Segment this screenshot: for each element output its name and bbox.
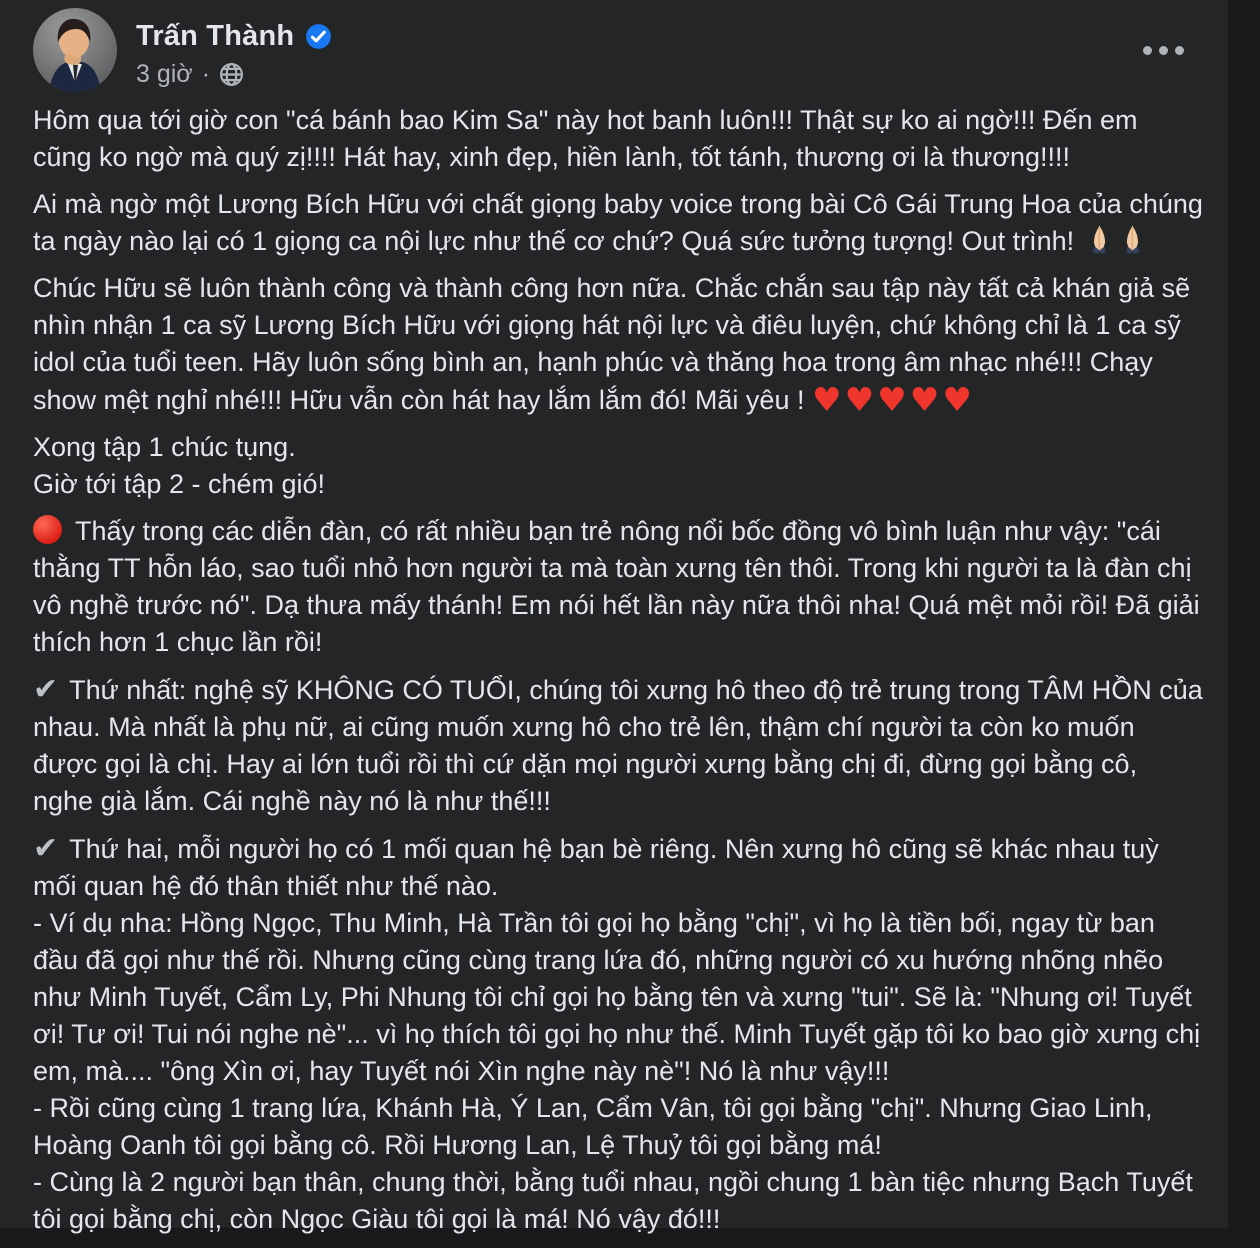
globe-icon	[219, 62, 244, 87]
ellipsis-dot	[1175, 46, 1184, 55]
ellipsis-dot	[1143, 46, 1152, 55]
red-circle-icon	[33, 515, 62, 544]
heart-icon: ♥	[877, 380, 910, 419]
ellipsis-dot	[1159, 46, 1168, 55]
post-options-button[interactable]	[1128, 30, 1198, 70]
heart-icon: ♥	[942, 380, 975, 419]
post-paragraph: Thấy trong các diễn đàn, có rất nhiều bạn trẻ nông nổi bốc đồng vô bình luận như vậy: "cái thằng TT hỗn láo, sao tuổi nhỏ hơn người ta mà toàn xưng tên thôi. Trong khi người ta là đàn chị vô nghề trước nó". Dạ thưa mấy thánh! Em nói hết lần này nữa thôi nha! Quá mệt mỏi rồi! Đã giải thích hơn 1 chục lần rồi!	[33, 516, 1200, 657]
praying-hands-icon	[1084, 224, 1115, 255]
post-paragraph: ✔ Thứ nhất: nghệ sỹ KHÔNG CÓ TUỔI, chúng tôi xưng hô theo độ trẻ trung trong TÂM HỒN của nhau. Mà nhất là phụ nữ, ai cũng muốn xưng hô cho trẻ lên, thậm chí người ta còn ko muốn được gọi là chị. Hay ai lớn tuổi rồi thì cứ dặn mọi người xưng bằng chị đi, đừng gọi bằng cô, nghe già lắm. Cái nghề này nó là như thế!!!	[33, 672, 1203, 816]
check-mark-icon: ✔	[33, 831, 59, 866]
post-timestamp[interactable]: 3 giờ	[136, 60, 193, 88]
verified-badge-icon	[305, 23, 332, 50]
author-name[interactable]: Trấn Thành	[136, 20, 295, 52]
post-paragraph: ✔ Thứ hai, mỗi người họ có 1 mối quan hệ bạn bè riêng. Nên xưng hô cũng sẽ khác nhau tuỳ mối quan hệ đó thân thiết như thế nào. - Ví dụ nha: Hồng Ngọc, Thu Minh, Hà Trần tôi gọi họ bằng "chị", vì họ là tiền bối, ngay từ ban đầu đã gọi như thế rồi. Nhưng cũng cùng trang lứa đó, những người có xu hướng nhõng nhẽo như Minh Tuyết, Cẩm Ly, Phi Nhung tôi chỉ gọi họ bằng tên và xưng "tui". Sẽ là: "Nhung ơi! Tuyết ơi! Tư ơi! Tui nói nghe nè"... vì họ thích tôi gọi họ như thế. Minh Tuyết gặp tôi ko bao giờ xưng chị em, mà.... "ông Xìn ơi, hay Tuyết nói Xìn nghe này nè"! Nó là như vậy!!! - Rồi cũng cùng 1 trang lứa, Khánh Hà, Ý Lan, Cẩm Vân, tôi gọi bằng "chị". Nhưng Giao Linh, Hoàng Oanh tôi gọi bằng cô. Rồi Hương Lan, Lệ Thuỷ tôi gọi bằng má! - Cùng là 2 người bạn thân, chung thời, bằng tuổi nhau, ngồi chung 1 bàn tiệc nhưng Bạch Tuyết tôi gọi bằng chị, còn Ngọc Giàu tôi gọi là má! Nó vậy đó!!!	[33, 831, 1201, 1234]
profile-photo	[33, 8, 117, 92]
avatar[interactable]	[33, 8, 117, 92]
post-text	[33, 102, 1203, 1248]
post-paragraph: Ai mà ngờ một Lương Bích Hữu với chất giọng baby voice trong bài Cô Gái Trung Hoa của chúng ta ngày nào lại có 1 giọng ca nội lực như thế cơ chứ? Quá sức tưởng tượng! Out trình!	[33, 189, 1203, 256]
praying-hands-icon	[1117, 224, 1148, 255]
heart-icon: ♥	[844, 380, 878, 419]
meta-separator: ·	[201, 60, 211, 88]
post-paragraph: Hôm qua tới giờ con "cá bánh bao Kim Sa" này hot banh luôn!!! Thật sự ko ai ngờ!!! Đến em cũng ko ngờ mà quý zị!!!! Hát hay, xinh đẹp, hiền lành, tốt tánh, thương ơi là thương!!!!	[33, 105, 1138, 172]
post-paragraph: Xong tập 1 chúc tụng. Giờ tới tập 2 - chém gió!	[33, 432, 326, 499]
post-paragraph: Chúc Hữu sẽ luôn thành công và thành công hơn nữa. Chắc chắn sau tập này tất cả khán giả sẽ nhìn nhận 1 ca sỹ Lương Bích Hữu với giọng hát nội lực và điêu luyện, chứ không chỉ là 1 ca sỹ idol của tuổi teen. Hãy luôn sống bình an, hạnh phúc và thăng hoa trong âm nhạc nhé!!! Chạy show mệt nghỉ nhé!!! Hữu vẫn còn hát hay lắm lắm đó! Mãi yêu ! ♥♥♥♥♥	[33, 273, 1191, 419]
check-mark-icon: ✔	[33, 672, 59, 707]
heart-icon: ♥	[811, 380, 845, 419]
heart-icon: ♥	[909, 380, 943, 419]
